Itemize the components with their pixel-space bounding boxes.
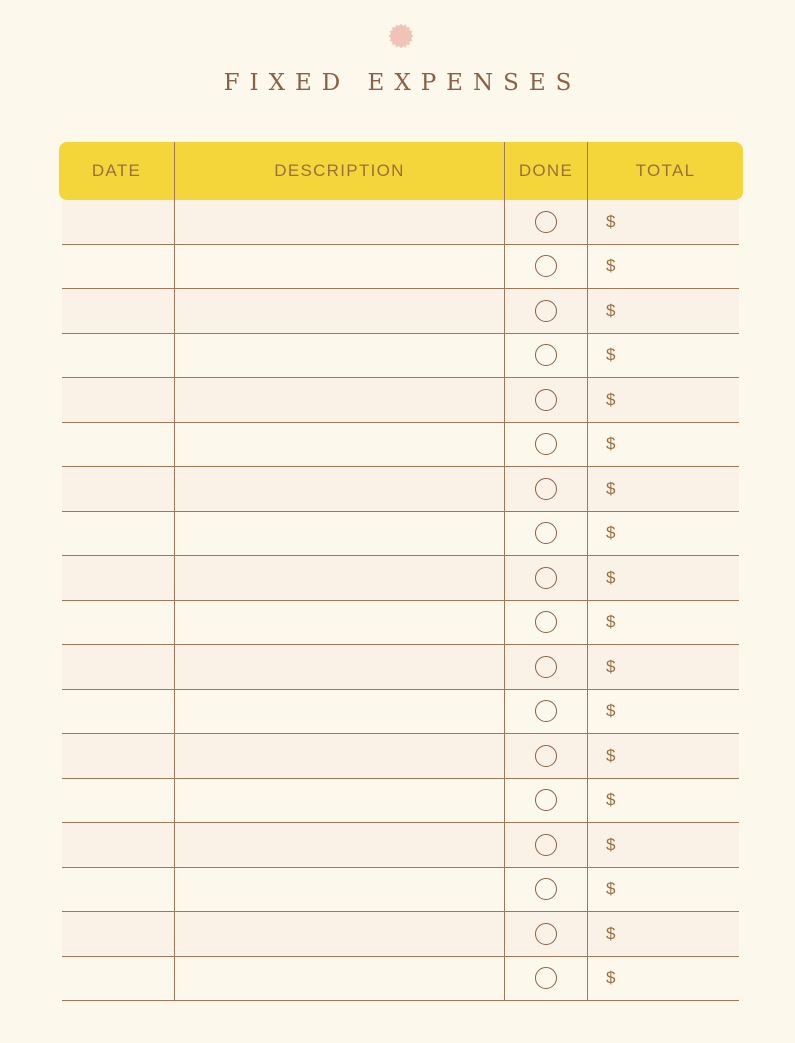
done-checkbox-icon[interactable] (535, 878, 557, 900)
total-cell[interactable] (588, 512, 739, 556)
done-cell (505, 512, 588, 556)
total-cell[interactable] (588, 289, 739, 333)
done-cell (505, 601, 588, 645)
done-cell (505, 289, 588, 333)
table-row (62, 690, 739, 735)
page-title: FIXED EXPENSES (223, 70, 582, 96)
date-cell[interactable] (62, 334, 175, 378)
currency-symbol: $ (606, 434, 616, 454)
done-checkbox-icon[interactable] (535, 478, 557, 500)
table-row (62, 957, 739, 1002)
table-row (62, 512, 739, 557)
currency-symbol: $ (606, 923, 616, 943)
description-cell[interactable] (175, 779, 505, 823)
done-cell (505, 645, 588, 689)
done-checkbox-icon[interactable] (535, 211, 557, 233)
description-cell[interactable] (175, 868, 505, 912)
column-header-done: DONE (505, 142, 588, 200)
currency-symbol: $ (606, 211, 616, 231)
currency-symbol: $ (606, 745, 616, 765)
date-cell[interactable] (62, 645, 175, 689)
total-cell[interactable] (588, 556, 739, 600)
currency-symbol: $ (606, 300, 616, 320)
date-cell[interactable] (62, 912, 175, 956)
total-cell[interactable] (588, 245, 739, 289)
date-cell[interactable] (62, 423, 175, 467)
column-header-total: TOTAL (635, 161, 696, 180)
table-row (62, 467, 739, 512)
done-cell (505, 868, 588, 912)
total-cell[interactable] (588, 690, 739, 734)
description-cell[interactable] (175, 334, 505, 378)
currency-symbol: $ (606, 656, 616, 676)
done-cell (505, 912, 588, 956)
total-cell[interactable] (588, 200, 739, 244)
table-row (62, 601, 739, 646)
description-cell[interactable] (175, 690, 505, 734)
total-cell[interactable] (588, 912, 739, 956)
date-cell[interactable] (62, 779, 175, 823)
date-cell[interactable] (62, 957, 175, 1001)
description-cell[interactable] (175, 912, 505, 956)
table-row (62, 289, 739, 334)
date-cell[interactable] (62, 289, 175, 333)
total-cell[interactable] (588, 734, 739, 778)
currency-symbol: $ (606, 389, 616, 409)
date-cell[interactable] (62, 823, 175, 867)
currency-symbol: $ (606, 478, 616, 498)
description-cell[interactable] (175, 823, 505, 867)
done-cell (505, 690, 588, 734)
table-row (62, 823, 739, 868)
currency-symbol: $ (606, 523, 616, 543)
done-cell (505, 378, 588, 422)
done-cell (505, 957, 588, 1001)
expense-table-body (62, 200, 739, 1001)
table-row (62, 378, 739, 423)
table-row (62, 423, 739, 468)
done-checkbox-icon[interactable] (535, 344, 557, 366)
starburst-seal-icon (388, 23, 414, 49)
date-cell[interactable] (62, 467, 175, 511)
done-cell (505, 245, 588, 289)
currency-symbol: $ (606, 879, 616, 899)
date-cell[interactable] (62, 245, 175, 289)
date-cell[interactable] (62, 556, 175, 600)
column-header-date: DATE (59, 142, 175, 200)
date-cell[interactable] (62, 734, 175, 778)
date-cell[interactable] (62, 378, 175, 422)
done-checkbox-icon[interactable] (535, 745, 557, 767)
done-checkbox-icon[interactable] (535, 834, 557, 856)
currency-symbol: $ (606, 834, 616, 854)
date-cell[interactable] (62, 601, 175, 645)
done-cell (505, 779, 588, 823)
description-cell[interactable] (175, 245, 505, 289)
currency-symbol: $ (606, 567, 616, 587)
table-row (62, 912, 739, 957)
description-cell[interactable] (175, 423, 505, 467)
table-row (62, 245, 739, 290)
currency-symbol: $ (606, 345, 616, 365)
total-cell[interactable] (588, 378, 739, 422)
column-header-description: DESCRIPTION (175, 142, 505, 200)
done-checkbox-icon[interactable] (535, 300, 557, 322)
description-cell[interactable] (175, 378, 505, 422)
date-cell[interactable] (62, 690, 175, 734)
total-cell[interactable] (588, 334, 739, 378)
description-cell[interactable] (175, 601, 505, 645)
done-cell (505, 556, 588, 600)
done-checkbox-icon[interactable] (535, 967, 557, 989)
total-cell[interactable] (588, 601, 739, 645)
done-checkbox-icon[interactable] (535, 656, 557, 678)
table-row (62, 645, 739, 690)
done-cell (505, 200, 588, 244)
done-checkbox-icon[interactable] (535, 700, 557, 722)
done-checkbox-icon[interactable] (535, 923, 557, 945)
total-cell[interactable] (588, 868, 739, 912)
table-row (62, 334, 739, 379)
done-checkbox-icon[interactable] (535, 389, 557, 411)
done-cell (505, 823, 588, 867)
done-cell (505, 334, 588, 378)
done-checkbox-icon[interactable] (535, 255, 557, 277)
description-cell[interactable] (175, 289, 505, 333)
currency-symbol: $ (606, 968, 616, 988)
description-cell[interactable] (175, 467, 505, 511)
description-cell[interactable] (175, 512, 505, 556)
date-cell[interactable] (62, 200, 175, 244)
table-row (62, 734, 739, 779)
description-cell[interactable] (175, 957, 505, 1001)
done-checkbox-icon[interactable] (535, 567, 557, 589)
date-cell[interactable] (62, 512, 175, 556)
table-row (62, 779, 739, 824)
done-checkbox-icon[interactable] (535, 433, 557, 455)
table-header (59, 142, 743, 200)
table-row (62, 200, 739, 245)
total-cell[interactable] (588, 423, 739, 467)
total-cell[interactable] (588, 823, 739, 867)
total-cell[interactable] (588, 467, 739, 511)
done-checkbox-icon[interactable] (535, 789, 557, 811)
total-cell[interactable] (588, 957, 739, 1001)
done-checkbox-icon[interactable] (535, 611, 557, 633)
currency-symbol: $ (606, 612, 616, 632)
done-checkbox-icon[interactable] (535, 522, 557, 544)
description-cell[interactable] (175, 556, 505, 600)
table-row (62, 868, 739, 913)
description-cell[interactable] (175, 645, 505, 689)
total-cell[interactable] (588, 779, 739, 823)
table-row (62, 556, 739, 601)
done-cell (505, 423, 588, 467)
currency-symbol: $ (606, 701, 616, 721)
description-cell[interactable] (175, 734, 505, 778)
currency-symbol: $ (606, 790, 616, 810)
currency-symbol: $ (606, 256, 616, 276)
done-cell (505, 467, 588, 511)
done-cell (505, 734, 588, 778)
description-cell[interactable] (175, 200, 505, 244)
total-cell[interactable] (588, 645, 739, 689)
date-cell[interactable] (62, 868, 175, 912)
